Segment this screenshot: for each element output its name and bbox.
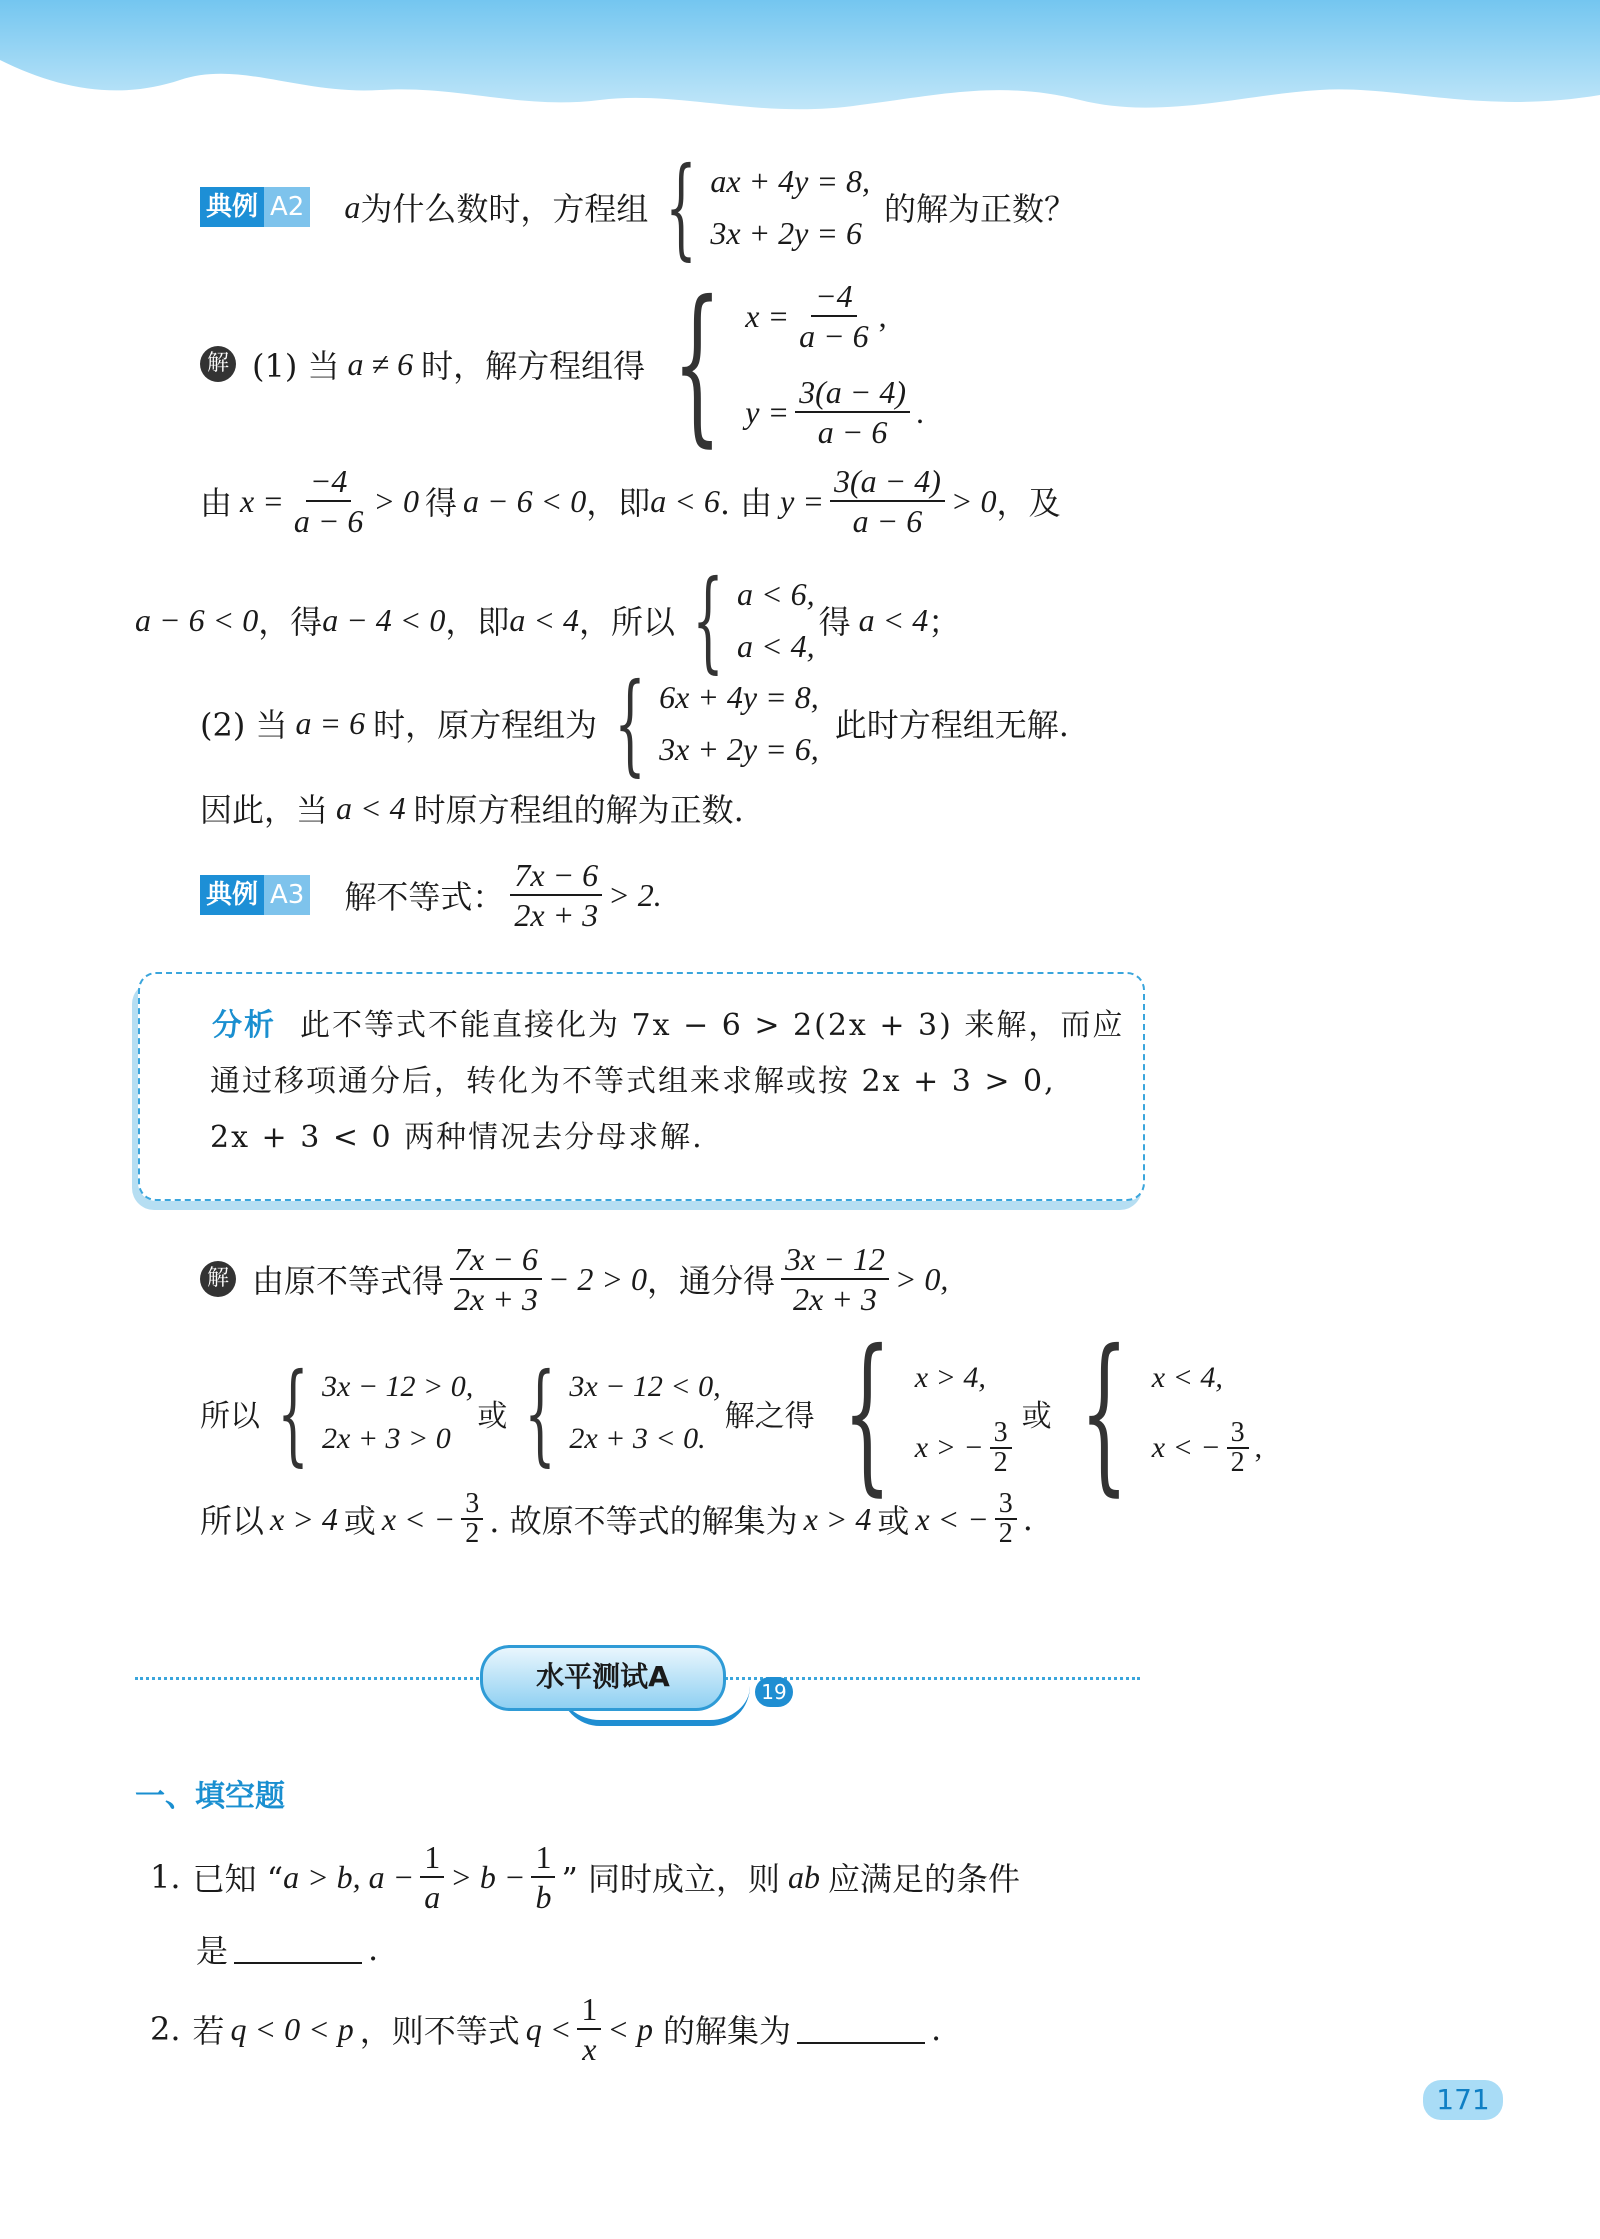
text: . bbox=[930, 2010, 942, 2048]
text: ，即 bbox=[445, 603, 510, 641]
section-title-badge: 水平测试A bbox=[480, 1645, 726, 1711]
example-a2-question bbox=[200, 143, 1076, 271]
text: 得 bbox=[818, 603, 851, 641]
text: 时原方程组的解为正数. bbox=[413, 791, 744, 829]
denominator: x bbox=[582, 2031, 597, 2067]
text: ，则不等式 bbox=[359, 2012, 520, 2050]
math: x < − bbox=[381, 1500, 456, 1537]
denominator: a − 6 bbox=[293, 503, 364, 539]
y-equals: y = bbox=[745, 394, 790, 430]
comma: , bbox=[878, 298, 887, 334]
numerator: 1 bbox=[531, 1838, 555, 1878]
y-denominator: a − 6 bbox=[817, 414, 888, 450]
solution-a3-line-2 bbox=[200, 1314, 1266, 1512]
math: a = 6 bbox=[295, 704, 366, 741]
solution-a2-part1 bbox=[200, 265, 928, 463]
numerator: 1 bbox=[420, 1838, 444, 1878]
answer-blank-2[interactable] bbox=[797, 2014, 925, 2044]
equation-2: 3x + 2y = 6 bbox=[710, 215, 862, 251]
numerator: −4 bbox=[306, 462, 352, 502]
solution-text: 时，解方程组得 bbox=[421, 347, 646, 385]
equation-system: { ax + 4y = 8, 3x + 2y = 6 bbox=[665, 143, 870, 271]
sky-header-decoration bbox=[0, 0, 1600, 140]
math: > b − bbox=[450, 1858, 526, 1895]
tag-main: 典例 bbox=[200, 875, 264, 915]
x-denominator: a − 6 bbox=[799, 318, 869, 354]
tag-code: A2 bbox=[264, 187, 310, 227]
condition: a ≠ 6 bbox=[347, 345, 414, 382]
math: y = bbox=[780, 482, 824, 519]
text: 或 bbox=[877, 1502, 910, 1540]
analysis-label: 分析 bbox=[212, 1008, 276, 1043]
math: x = bbox=[240, 482, 284, 519]
equation-1: ax + 4y = 8, bbox=[710, 163, 870, 199]
page-number: 171 bbox=[1423, 2080, 1503, 2120]
inequality: x < 4, bbox=[1151, 1361, 1223, 1394]
text: 因此，当 bbox=[200, 791, 329, 829]
text: 由 bbox=[200, 484, 233, 522]
analysis-box bbox=[138, 972, 1145, 1201]
text: 已知 “ bbox=[192, 1860, 284, 1898]
solution-a3-line-1 bbox=[200, 1240, 948, 1318]
text: . 由 bbox=[719, 484, 773, 522]
system-4: { x < 4, x < − $\frac{3}{2}$ , bbox=[1079, 1314, 1263, 1512]
text: 或 bbox=[343, 1502, 376, 1540]
text: 所以 bbox=[200, 1502, 265, 1540]
text: 得 bbox=[425, 484, 458, 522]
text: ，及 bbox=[996, 484, 1061, 522]
text: 应满足的条件 bbox=[828, 1860, 1021, 1898]
question-2 bbox=[150, 1990, 941, 2068]
denominator: 2 bbox=[998, 1518, 1013, 1549]
denominator: 2x + 3 bbox=[454, 1281, 538, 1317]
y-numerator: 3(a − 4) bbox=[795, 373, 910, 413]
math: x > 4 bbox=[270, 1500, 338, 1537]
numerator: 7x − 6 bbox=[450, 1240, 542, 1280]
math: a < 4 bbox=[509, 601, 579, 638]
math: x < − bbox=[915, 1500, 989, 1537]
math: a < 6 bbox=[650, 482, 720, 519]
solution-mark: 解 bbox=[200, 346, 236, 382]
math: x > 4 bbox=[803, 1500, 872, 1537]
math: < p bbox=[607, 2010, 653, 2047]
derivation-line-1 bbox=[200, 462, 1060, 540]
denominator: a − 6 bbox=[852, 503, 923, 539]
solution-a2-part2 bbox=[200, 659, 1069, 787]
inequality: 3x − 12 > 0, bbox=[322, 1370, 474, 1403]
inequality-1: a < 6, bbox=[737, 576, 815, 612]
text: ” 同时成立，则 bbox=[561, 1860, 780, 1898]
conclusion-a2 bbox=[200, 785, 744, 831]
math: a < 4 bbox=[336, 789, 406, 826]
solution-system: { x = $\frac{-4}{a - 6}$ , y = $\frac{3(a - 4)}{a - 6}$ . bbox=[672, 265, 924, 463]
inequality: x < − bbox=[1151, 1431, 1221, 1464]
inequality: 2x + 3 < 0. bbox=[569, 1422, 706, 1455]
math: > 2. bbox=[608, 876, 662, 913]
text: ，通分得 bbox=[647, 1262, 776, 1300]
denominator: 2 bbox=[993, 1447, 1008, 1478]
system-1: { 3x − 12 > 0, 2x + 3 > 0 bbox=[277, 1349, 474, 1477]
denominator: 2x + 3 bbox=[514, 897, 599, 933]
question-number: 2. bbox=[150, 2010, 181, 2048]
section-divider-left bbox=[135, 1677, 485, 1680]
text: 由原不等式得 bbox=[252, 1262, 445, 1300]
inequality: 3x − 12 < 0, bbox=[569, 1370, 721, 1403]
math: q < 0 < p bbox=[230, 2010, 354, 2047]
text: . bbox=[368, 1930, 379, 1968]
inequality: 2x + 3 > 0 bbox=[322, 1422, 451, 1455]
x-equals: x = bbox=[745, 298, 790, 334]
numerator: 3 bbox=[1227, 1419, 1249, 1449]
text: 时，原方程组为 bbox=[373, 706, 598, 744]
text: 是 bbox=[196, 1932, 229, 1970]
math: > 0, bbox=[894, 1260, 949, 1297]
question-text-end: 的解为正数？ bbox=[883, 190, 1076, 228]
text: ，所以 bbox=[579, 603, 676, 641]
text: ； bbox=[928, 603, 961, 641]
denominator: 2 bbox=[1230, 1447, 1245, 1478]
denominator: a bbox=[424, 1879, 441, 1915]
numerator: 3 bbox=[990, 1419, 1012, 1449]
math: q < bbox=[525, 2010, 572, 2047]
inequality-system: { a < 6, a < 4, bbox=[692, 556, 815, 684]
math: a < 4 bbox=[858, 601, 929, 638]
text: ，得 bbox=[258, 603, 323, 641]
tag-main: 典例 bbox=[200, 187, 264, 227]
text: . 故原不等式的解集为 bbox=[489, 1502, 798, 1540]
system-2: { 3x − 12 < 0, 2x + 3 < 0. bbox=[524, 1349, 721, 1477]
solution-a3-line-3 bbox=[200, 1490, 1033, 1548]
numerator: 7x − 6 bbox=[510, 856, 602, 896]
equation-2: 3x + 2y = 6, bbox=[659, 731, 819, 767]
example-a3-question bbox=[200, 856, 662, 934]
text: 或 bbox=[477, 1399, 508, 1434]
math: − 2 > 0 bbox=[547, 1260, 647, 1297]
example-tag bbox=[200, 875, 310, 915]
answer-blank-1[interactable] bbox=[234, 1934, 362, 1964]
text: 解之得 bbox=[724, 1399, 815, 1434]
math: a − 4 < 0 bbox=[322, 601, 446, 638]
question-number: 1. bbox=[150, 1858, 181, 1896]
section-number-badge: 19 bbox=[755, 1677, 793, 1707]
inequality: x > 4, bbox=[914, 1361, 986, 1394]
question-1-continued bbox=[196, 1926, 378, 1972]
text: 此时方程组无解. bbox=[834, 706, 1069, 744]
math: > 0 bbox=[950, 482, 997, 519]
numerator: 3(a − 4) bbox=[830, 462, 945, 502]
text: 若 bbox=[192, 2012, 225, 2050]
denominator: 2x + 3 bbox=[793, 1281, 877, 1317]
inequality-2: a < 4, bbox=[737, 628, 815, 664]
analysis-text: 此不等式不能直接化为 7x − 6 > 2(2x + 3) 来解，而应 bbox=[300, 1008, 1125, 1043]
math: a − 6 < 0 bbox=[135, 601, 259, 638]
solution-text: (1) 当 bbox=[252, 347, 340, 385]
text: 的解集为 bbox=[662, 2012, 791, 2050]
math: > 0 bbox=[373, 482, 419, 519]
question-text: 为什么数时，方程组 bbox=[360, 190, 649, 228]
text: . bbox=[1022, 1500, 1033, 1538]
fill-in-title: 一、填空题 bbox=[135, 1779, 285, 1814]
solution-mark: 解 bbox=[200, 1261, 236, 1297]
period: . bbox=[915, 394, 924, 430]
analysis-line-1 bbox=[212, 1006, 1124, 1046]
math: ab bbox=[788, 1858, 820, 1895]
numerator: 3x − 12 bbox=[781, 1240, 889, 1280]
denominator: 2 bbox=[465, 1518, 480, 1549]
text: 所以 bbox=[200, 1399, 260, 1434]
x-numerator: −4 bbox=[811, 277, 857, 317]
text: 或 bbox=[1021, 1399, 1052, 1434]
denominator: b bbox=[535, 1879, 552, 1915]
equation-1: 6x + 4y = 8, bbox=[659, 679, 819, 715]
numerator: 3 bbox=[995, 1490, 1017, 1520]
math: a − 6 < 0 bbox=[463, 482, 587, 519]
question-1 bbox=[150, 1838, 1020, 1916]
question-text: 解不等式： bbox=[344, 878, 505, 916]
variable-a: a bbox=[344, 188, 361, 225]
tag-code: A3 bbox=[264, 875, 310, 915]
analysis-line-3: 2x + 3 < 0 两种情况去分母求解. bbox=[210, 1120, 704, 1155]
analysis-line-2: 通过移项通分后，转化为不等式组来求解或按 2x + 3 > 0, bbox=[210, 1064, 1056, 1099]
numerator: 1 bbox=[577, 1990, 601, 2030]
text: (2) 当 bbox=[200, 706, 288, 744]
text: ，即 bbox=[586, 484, 651, 522]
system-3: { x > 4, x > − $\frac{3}{2}$ bbox=[819, 1328, 1018, 1498]
numerator: 3 bbox=[461, 1490, 483, 1520]
example-tag bbox=[200, 187, 310, 227]
math: a > b, a − bbox=[283, 1858, 415, 1895]
inequality: x > − bbox=[914, 1431, 984, 1464]
derivation-line-2 bbox=[135, 556, 961, 684]
equation-system: { 6x + 4y = 8, 3x + 2y = 6, bbox=[614, 659, 819, 787]
